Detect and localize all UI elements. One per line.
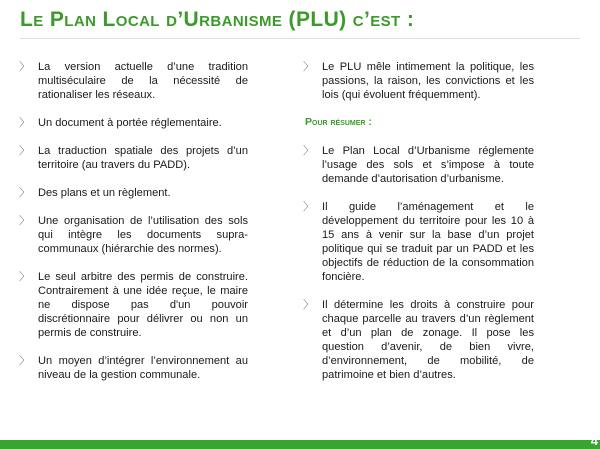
list-item: [18, 186, 248, 200]
chevron-right-icon: 〉: [303, 145, 314, 157]
right-column: [302, 60, 534, 396]
slide-title: Le Plan Local d’Urbanisme (PLU) c’est :: [20, 8, 415, 31]
chevron-right-icon: 〉: [19, 215, 30, 227]
list-item-text: Il détermine les droits à construire pour chaque parcelle au travers d’un règlement et d’un plan de zonage. Il pose les question d’avenir, de bien vivre, d’environnement, de mobilité, de patrimoine et bien d’autres.: [322, 299, 534, 381]
list-item: [18, 354, 248, 382]
chevron-right-icon: 〉: [303, 299, 314, 311]
list-item: [18, 116, 248, 130]
chevron-right-icon: 〉: [19, 117, 30, 129]
chevron-right-icon: 〉: [19, 61, 30, 73]
chevron-right-icon: 〉: [303, 201, 314, 213]
list-item: [18, 144, 248, 172]
summary-heading: Pour résumer :: [305, 116, 372, 128]
list-item-text: Un document à portée réglementaire.: [38, 117, 222, 129]
chevron-right-icon: 〉: [19, 355, 30, 367]
list-item: [18, 270, 248, 340]
list-item: [18, 214, 248, 256]
footer-bar: [0, 440, 600, 449]
list-item-text: Un moyen d’intégrer l’environnement au niveau de la gestion communale.: [38, 355, 248, 381]
chevron-right-icon: 〉: [19, 145, 30, 157]
page-number: 4: [590, 433, 598, 448]
left-column: [18, 60, 248, 396]
list-item: [18, 60, 248, 102]
list-item-text: La version actuelle d’une tradition multiséculaire de la nécessité de rationaliser les réseaux.: [38, 61, 248, 101]
list-item-text: Le Plan Local d’Urbanisme réglemente l’usage des sols et s’impose à toute demande d’autorisation d’urbanisme.: [322, 145, 534, 185]
list-item-text: Le seul arbitre des permis de construire. Contrairement à une idée reçue, le maire ne dispose pas d'un pouvoir discrétionnaire pour délivrer ou non un permis de construire.: [38, 271, 248, 339]
chevron-right-icon: 〉: [19, 271, 30, 283]
chevron-right-icon: 〉: [19, 187, 30, 199]
list-item-text: Le PLU mêle intimement la politique, les passions, la raison, les convictions et les lois (qui évoluent fréquemment).: [322, 61, 534, 101]
list-item: [302, 144, 534, 186]
list-item-text: Des plans et un règlement.: [38, 187, 171, 199]
list-item-text: Il guide l’aménagement et le développement du territoire pour les 10 à 15 ans à venir sur la base d’un projet politique qui se traduit par un PADD et les objectifs de réduction de la consommation foncière.: [322, 201, 534, 283]
chevron-right-icon: 〉: [303, 61, 314, 73]
list-item: [302, 60, 534, 102]
list-item: [302, 200, 534, 284]
title-divider: [20, 38, 580, 39]
list-item: [302, 298, 534, 382]
list-item-text: Une organisation de l’utilisation des sols qui intègre les documents supra-communaux (hiérarchie des normes).: [38, 215, 248, 255]
list-item-text: La traduction spatiale des projets d’un territoire (au travers du PADD).: [38, 145, 248, 171]
